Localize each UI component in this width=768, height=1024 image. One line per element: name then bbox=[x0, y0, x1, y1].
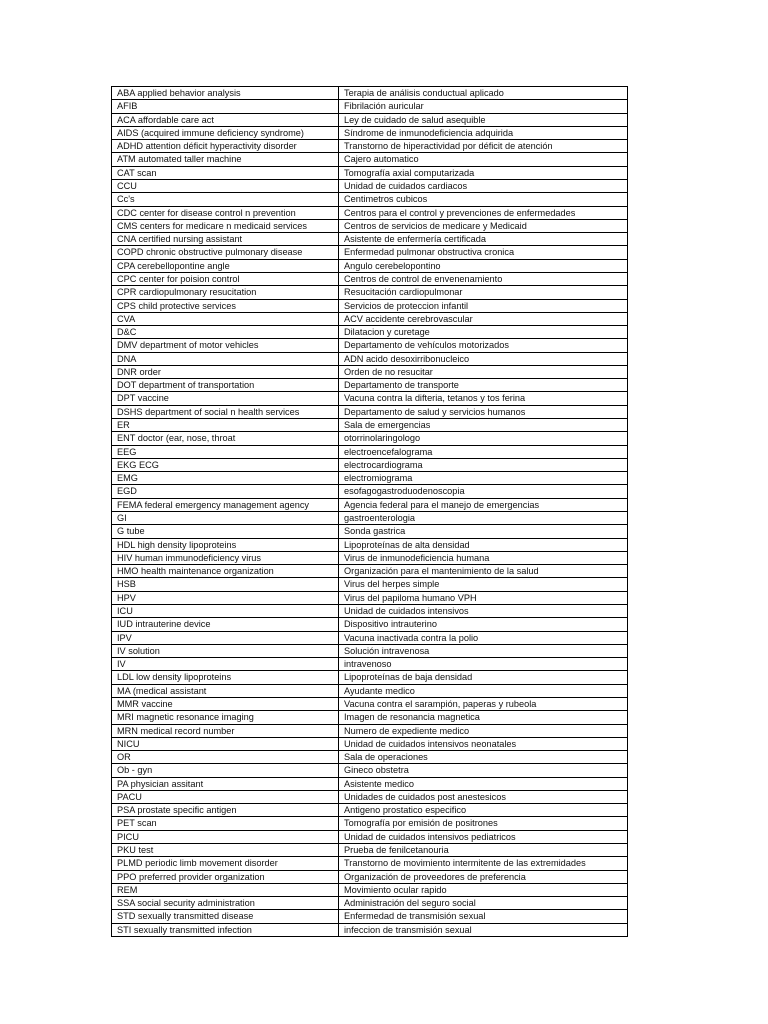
table-row bbox=[112, 817, 628, 830]
spanish-term-cell: Sala de operaciones bbox=[339, 751, 628, 764]
table-row bbox=[112, 458, 628, 471]
spanish-term-cell: Cajero automatico bbox=[339, 153, 628, 166]
spanish-term-cell: Lipoproteínas de alta densidad bbox=[339, 538, 628, 551]
english-term-cell: FEMA federal emergency management agency bbox=[112, 498, 339, 511]
english-term-cell: PPO preferred provider organization bbox=[112, 870, 339, 883]
spanish-term-cell: Dilatacion y curetage bbox=[339, 326, 628, 339]
table-row bbox=[112, 339, 628, 352]
table-row bbox=[112, 140, 628, 153]
spanish-term-cell: Fibrilación auricular bbox=[339, 100, 628, 113]
english-term-cell: Cc's bbox=[112, 193, 339, 206]
english-term-cell: EKG ECG bbox=[112, 458, 339, 471]
table-row bbox=[112, 259, 628, 272]
spanish-term-cell: Lipoproteínas de baja densidad bbox=[339, 671, 628, 684]
table-row bbox=[112, 432, 628, 445]
table-row bbox=[112, 711, 628, 724]
spanish-term-cell: Unidad de cuidados intensivos pediatricos bbox=[339, 830, 628, 843]
spanish-term-cell: Transtorno de hiperactividad por déficit de atención bbox=[339, 140, 628, 153]
spanish-term-cell: Asistente medico bbox=[339, 777, 628, 790]
table-row bbox=[112, 671, 628, 684]
english-term-cell: DOT department of transportation bbox=[112, 379, 339, 392]
table-row bbox=[112, 591, 628, 604]
table-row bbox=[112, 352, 628, 365]
spanish-term-cell: Sala de emergencias bbox=[339, 419, 628, 432]
spanish-term-cell: Virus del papiloma humano VPH bbox=[339, 591, 628, 604]
english-term-cell: HIV human immunodeficiency virus bbox=[112, 551, 339, 564]
english-term-cell: STD sexually transmitted disease bbox=[112, 910, 339, 923]
table-row bbox=[112, 764, 628, 777]
english-term-cell: ER bbox=[112, 419, 339, 432]
english-term-cell: PKU test bbox=[112, 844, 339, 857]
spanish-term-cell: Enfermedad de transmisión sexual bbox=[339, 910, 628, 923]
english-term-cell: CAT scan bbox=[112, 166, 339, 179]
spanish-term-cell: Síndrome de inmunodeficiencia adquirida bbox=[339, 126, 628, 139]
spanish-term-cell: Unidad de cuidados cardiacos bbox=[339, 179, 628, 192]
english-term-cell: CNA certified nursing assistant bbox=[112, 233, 339, 246]
table-row bbox=[112, 379, 628, 392]
english-term-cell: ACA affordable care act bbox=[112, 113, 339, 126]
spanish-term-cell: Sonda gastrica bbox=[339, 525, 628, 538]
english-term-cell: HSB bbox=[112, 578, 339, 591]
english-term-cell: PICU bbox=[112, 830, 339, 843]
table-row bbox=[112, 312, 628, 325]
spanish-term-cell: Centimetros cubicos bbox=[339, 193, 628, 206]
spanish-term-cell: Resucitación cardiopulmonar bbox=[339, 286, 628, 299]
table-row bbox=[112, 538, 628, 551]
table-row bbox=[112, 751, 628, 764]
spanish-term-cell: Gineco obstetra bbox=[339, 764, 628, 777]
english-term-cell: ICU bbox=[112, 604, 339, 617]
table-row bbox=[112, 419, 628, 432]
spanish-term-cell: Ayudante medico bbox=[339, 684, 628, 697]
spanish-term-cell: Ley de cuidado de salud asequible bbox=[339, 113, 628, 126]
english-term-cell: CPC center for poision control bbox=[112, 272, 339, 285]
english-term-cell: DSHS department of social n health services bbox=[112, 405, 339, 418]
english-term-cell: CDC center for disease control n prevention bbox=[112, 206, 339, 219]
english-term-cell: DPT vaccine bbox=[112, 392, 339, 405]
english-term-cell: CMS centers for medicare n medicaid services bbox=[112, 219, 339, 232]
spanish-term-cell: Vacuna inactivada contra la polio bbox=[339, 631, 628, 644]
table-row bbox=[112, 392, 628, 405]
spanish-term-cell: electromiograma bbox=[339, 472, 628, 485]
table-row bbox=[112, 498, 628, 511]
english-term-cell: DMV department of motor vehicles bbox=[112, 339, 339, 352]
table-row bbox=[112, 631, 628, 644]
spanish-term-cell: Unidad de cuidados intensivos neonatales bbox=[339, 737, 628, 750]
table-row bbox=[112, 804, 628, 817]
spanish-term-cell: Terapia de análisis conductual aplicado bbox=[339, 87, 628, 100]
table-row bbox=[112, 166, 628, 179]
table-row bbox=[112, 658, 628, 671]
table-row bbox=[112, 179, 628, 192]
table-row bbox=[112, 883, 628, 896]
spanish-term-cell: electrocardiograma bbox=[339, 458, 628, 471]
spanish-term-cell: Virus del herpes simple bbox=[339, 578, 628, 591]
spanish-term-cell: ACV accidente cerebrovascular bbox=[339, 312, 628, 325]
table-row bbox=[112, 551, 628, 564]
table-row bbox=[112, 272, 628, 285]
spanish-term-cell: Administración del seguro social bbox=[339, 897, 628, 910]
table-row bbox=[112, 405, 628, 418]
english-term-cell: SSA social security administration bbox=[112, 897, 339, 910]
spanish-term-cell: Vacuna contra el sarampión, paperas y rubeola bbox=[339, 697, 628, 710]
english-term-cell: IUD intrauterine device bbox=[112, 618, 339, 631]
english-term-cell: EMG bbox=[112, 472, 339, 485]
table-row bbox=[112, 219, 628, 232]
english-term-cell: EGD bbox=[112, 485, 339, 498]
english-term-cell: ABA applied behavior analysis bbox=[112, 87, 339, 100]
english-term-cell: G tube bbox=[112, 525, 339, 538]
spanish-term-cell: Agencia federal para el manejo de emergencias bbox=[339, 498, 628, 511]
spanish-term-cell: otorrinolaringologo bbox=[339, 432, 628, 445]
table-row bbox=[112, 897, 628, 910]
table-row bbox=[112, 870, 628, 883]
english-term-cell: NICU bbox=[112, 737, 339, 750]
glossary-table bbox=[111, 86, 628, 937]
table-row bbox=[112, 830, 628, 843]
english-term-cell: LDL low density lipoproteins bbox=[112, 671, 339, 684]
table-row bbox=[112, 565, 628, 578]
table-row bbox=[112, 737, 628, 750]
table-row bbox=[112, 193, 628, 206]
english-term-cell: IPV bbox=[112, 631, 339, 644]
table-row bbox=[112, 910, 628, 923]
spanish-term-cell: esofagogastroduodenoscopia bbox=[339, 485, 628, 498]
table-row bbox=[112, 326, 628, 339]
table-row bbox=[112, 100, 628, 113]
english-term-cell: PSA prostate specific antigen bbox=[112, 804, 339, 817]
spanish-term-cell: Angulo cerebelopontino bbox=[339, 259, 628, 272]
table-row bbox=[112, 445, 628, 458]
table-row bbox=[112, 512, 628, 525]
table-row bbox=[112, 485, 628, 498]
table-row bbox=[112, 697, 628, 710]
spanish-term-cell: intravenoso bbox=[339, 658, 628, 671]
spanish-term-cell: gastroenterologia bbox=[339, 512, 628, 525]
spanish-term-cell: Enfermedad pulmonar obstructiva cronica bbox=[339, 246, 628, 259]
english-term-cell: STI sexually transmitted infection bbox=[112, 923, 339, 936]
english-term-cell: MRN medical record number bbox=[112, 724, 339, 737]
english-term-cell: D&C bbox=[112, 326, 339, 339]
table-row bbox=[112, 618, 628, 631]
table-row bbox=[112, 857, 628, 870]
table-row bbox=[112, 126, 628, 139]
spanish-term-cell: Solución intravenosa bbox=[339, 644, 628, 657]
english-term-cell: IV solution bbox=[112, 644, 339, 657]
spanish-term-cell: Numero de expediente medico bbox=[339, 724, 628, 737]
english-term-cell: AFIB bbox=[112, 100, 339, 113]
english-term-cell: HMO health maintenance organization bbox=[112, 565, 339, 578]
table-row bbox=[112, 472, 628, 485]
table-row bbox=[112, 153, 628, 166]
spanish-term-cell: Centros de servicios de medicare y Medicaid bbox=[339, 219, 628, 232]
spanish-term-cell: electroencefalograma bbox=[339, 445, 628, 458]
english-term-cell: ATM automated taller machine bbox=[112, 153, 339, 166]
english-term-cell: CCU bbox=[112, 179, 339, 192]
table-row bbox=[112, 365, 628, 378]
english-term-cell: CPR cardiopulmonary resucitation bbox=[112, 286, 339, 299]
spanish-term-cell: Centros para el control y prevenciones de enfermedades bbox=[339, 206, 628, 219]
spanish-term-cell: Asistente de enfermería certificada bbox=[339, 233, 628, 246]
table-row bbox=[112, 604, 628, 617]
table-row bbox=[112, 233, 628, 246]
table-row bbox=[112, 724, 628, 737]
english-term-cell: PACU bbox=[112, 790, 339, 803]
spanish-term-cell: Departamento de transporte bbox=[339, 379, 628, 392]
table-row bbox=[112, 206, 628, 219]
table-row bbox=[112, 525, 628, 538]
spanish-term-cell: Tomografía axial computarizada bbox=[339, 166, 628, 179]
spanish-term-cell: ADN acido desoxirribonucleico bbox=[339, 352, 628, 365]
english-term-cell: Ob - gyn bbox=[112, 764, 339, 777]
glossary-table-body bbox=[112, 87, 628, 937]
spanish-term-cell: Dispositivo intrauterino bbox=[339, 618, 628, 631]
english-term-cell: ADHD attention déficit hyperactivity disorder bbox=[112, 140, 339, 153]
table-row bbox=[112, 644, 628, 657]
english-term-cell: PET scan bbox=[112, 817, 339, 830]
english-term-cell: COPD chronic obstructive pulmonary disease bbox=[112, 246, 339, 259]
spanish-term-cell: Departamento de vehículos motorizados bbox=[339, 339, 628, 352]
english-term-cell: EEG bbox=[112, 445, 339, 458]
spanish-term-cell: Prueba de fenilcetanouria bbox=[339, 844, 628, 857]
english-term-cell: DNR order bbox=[112, 365, 339, 378]
spanish-term-cell: Servicios de proteccion infantil bbox=[339, 299, 628, 312]
spanish-term-cell: Vacuna contra la difteria, tetanos y tos ferina bbox=[339, 392, 628, 405]
english-term-cell: CPS child protective services bbox=[112, 299, 339, 312]
english-term-cell: OR bbox=[112, 751, 339, 764]
english-term-cell: MRI magnetic resonance imaging bbox=[112, 711, 339, 724]
table-row bbox=[112, 790, 628, 803]
table-row bbox=[112, 299, 628, 312]
spanish-term-cell: Transtorno de movimiento intermitente de las extremidades bbox=[339, 857, 628, 870]
spanish-term-cell: Imagen de resonancia magnetica bbox=[339, 711, 628, 724]
spanish-term-cell: Unidad de cuidados intensivos bbox=[339, 604, 628, 617]
table-row bbox=[112, 87, 628, 100]
english-term-cell: ENT doctor (ear, nose, throat bbox=[112, 432, 339, 445]
english-term-cell: AIDS (acquired immune deficiency syndrome) bbox=[112, 126, 339, 139]
english-term-cell: GI bbox=[112, 512, 339, 525]
table-row bbox=[112, 844, 628, 857]
spanish-term-cell: Unidades de cuidados post anestesicos bbox=[339, 790, 628, 803]
english-term-cell: MA (medical assistant bbox=[112, 684, 339, 697]
spanish-term-cell: Tomografía por emisión de positrones bbox=[339, 817, 628, 830]
table-row bbox=[112, 113, 628, 126]
table-row bbox=[112, 246, 628, 259]
spanish-term-cell: Departamento de salud y servicios humanos bbox=[339, 405, 628, 418]
table-row bbox=[112, 578, 628, 591]
spanish-term-cell: Organización de proveedores de preferencia bbox=[339, 870, 628, 883]
table-row bbox=[112, 684, 628, 697]
english-term-cell: IV bbox=[112, 658, 339, 671]
english-term-cell: CPA cerebellopontine angle bbox=[112, 259, 339, 272]
english-term-cell: MMR vaccine bbox=[112, 697, 339, 710]
english-term-cell: PA physician assitant bbox=[112, 777, 339, 790]
english-term-cell: REM bbox=[112, 883, 339, 896]
spanish-term-cell: Virus de inmunodeficiencia humana bbox=[339, 551, 628, 564]
english-term-cell: HPV bbox=[112, 591, 339, 604]
table-row bbox=[112, 923, 628, 936]
spanish-term-cell: Orden de no resucitar bbox=[339, 365, 628, 378]
table-row bbox=[112, 286, 628, 299]
english-term-cell: DNA bbox=[112, 352, 339, 365]
table-row bbox=[112, 777, 628, 790]
spanish-term-cell: Antigeno prostatico especifico bbox=[339, 804, 628, 817]
english-term-cell: PLMD periodic limb movement disorder bbox=[112, 857, 339, 870]
spanish-term-cell: Organización para el mantenimiento de la salud bbox=[339, 565, 628, 578]
spanish-term-cell: infeccion de transmisión sexual bbox=[339, 923, 628, 936]
spanish-term-cell: Movimiento ocular rapido bbox=[339, 883, 628, 896]
english-term-cell: HDL high density lipoproteins bbox=[112, 538, 339, 551]
english-term-cell: CVA bbox=[112, 312, 339, 325]
spanish-term-cell: Centros de control de envenenamiento bbox=[339, 272, 628, 285]
